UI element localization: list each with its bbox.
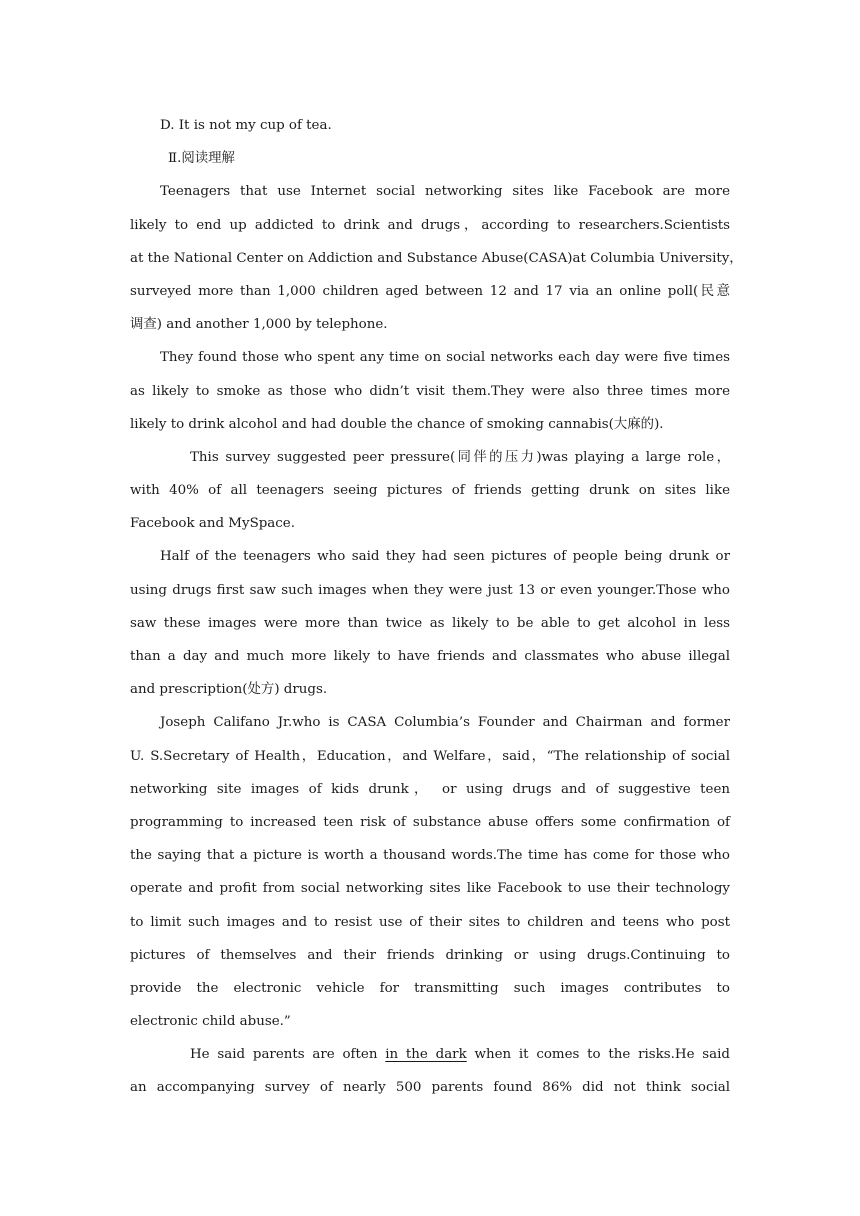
section-heading: Ⅱ.阅读理解 bbox=[168, 151, 235, 167]
text-line: pictures of themselves and their friends drinking or using drugs.Continuing to bbox=[130, 947, 730, 963]
text-line: and prescription(处方) drugs. bbox=[130, 682, 328, 698]
paragraph-3 bbox=[130, 441, 730, 541]
text-line: electronic child abuse.” bbox=[130, 1014, 291, 1030]
text-line: provide the electronic vehicle for transmitting such images contributes to bbox=[130, 980, 730, 996]
text-line: the saying that a picture is worth a thousand words.The time has come for those who bbox=[130, 848, 730, 864]
text-line: with 40% of all teenagers seeing pictures of friends getting drunk on sites like bbox=[130, 483, 730, 499]
text-line: using drugs first saw such images when they were just 13 or even younger.Those who bbox=[130, 582, 730, 598]
text-line: surveyed more than 1,000 children aged between 12 and 17 via an online poll(民意 bbox=[130, 283, 730, 299]
underlined-phrase: in the dark bbox=[385, 1047, 467, 1063]
paragraph-2 bbox=[130, 341, 730, 441]
text-line: to limit such images and to resist use of their sites to children and teens who post bbox=[130, 914, 730, 930]
text-line: than a day and much more likely to have friends and classmates who abuse illegal bbox=[130, 649, 730, 664]
paragraph-5 bbox=[130, 706, 730, 1038]
paragraph-4 bbox=[130, 540, 730, 706]
text-line: operate and profit from social networking sites like Facebook to use their technology bbox=[130, 881, 730, 897]
text-line: programming to increased teen risk of substance abuse offers some confirmation of bbox=[130, 814, 730, 830]
text-line: They found those who spent any time on social networks each day were five times bbox=[160, 350, 730, 366]
text-line: 调查) and another 1,000 by telephone. bbox=[130, 317, 388, 333]
text-segment: when it comes to the risks.He said bbox=[466, 1047, 730, 1063]
text-line: as likely to smoke as those who didn’t visit them.They were also three times more bbox=[130, 383, 730, 399]
answer-option-d: D. It is not my cup of tea. bbox=[160, 118, 332, 133]
text-line: networking site images of kids drunk， or using drugs and of suggestive teen bbox=[130, 781, 730, 797]
paragraph-1 bbox=[130, 175, 743, 341]
text-line: Joseph Califano Jr.who is CASA Columbia’s Founder and Chairman and former bbox=[160, 715, 730, 731]
text-line: This survey suggested peer pressure(同伴的压力)was playing a large role， bbox=[190, 449, 730, 465]
text-line: Facebook and MySpace. bbox=[130, 516, 295, 532]
text-line: U. S.Secretary of Health，Education，and Welfare，said，“The relationship of social bbox=[130, 748, 730, 764]
text-line: Half of the teenagers who said they had seen pictures of people being drunk or bbox=[160, 549, 730, 565]
text-line: an accompanying survey of nearly 500 parents found 86% did not think social bbox=[130, 1080, 730, 1096]
text-line: likely to drink alcohol and had double the chance of smoking cannabis(大麻的). bbox=[130, 416, 664, 432]
text-line: saw these images were more than twice as likely to be able to get alcohol in less bbox=[130, 615, 730, 631]
document-page bbox=[130, 109, 743, 1105]
text-line bbox=[130, 1038, 730, 1071]
text-line: likely to end up addicted to drink and drugs，according to researchers.Scientists bbox=[130, 217, 730, 233]
text-segment: He said parents are often bbox=[190, 1047, 386, 1063]
text-line: at the National Center on Addiction and Substance Abuse(CASA)at Columbia University， bbox=[130, 250, 743, 266]
text-line: Teenagers that use Internet social networking sites like Facebook are more bbox=[160, 184, 730, 200]
paragraph-6 bbox=[130, 1038, 730, 1104]
